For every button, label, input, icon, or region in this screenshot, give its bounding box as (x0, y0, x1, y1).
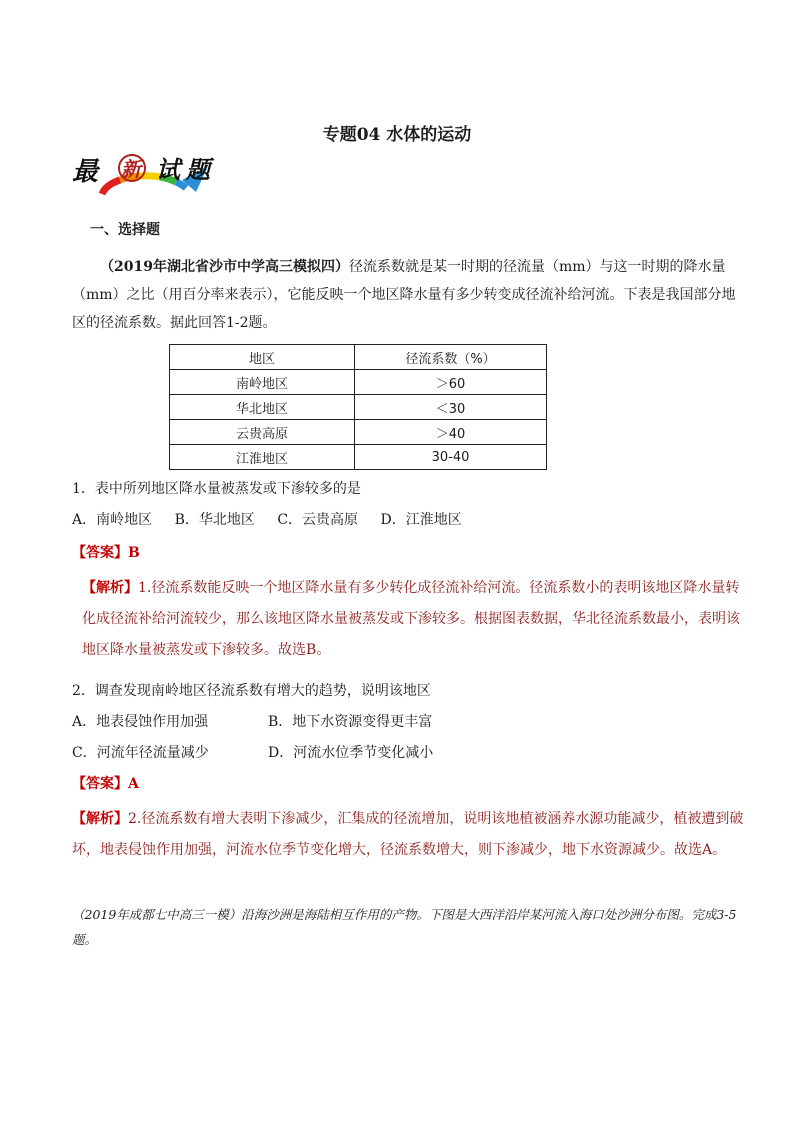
table-cell-value: ＜30 (355, 395, 547, 420)
q2-option-d: D．河流水位季节变化减小 (268, 745, 434, 761)
section-heading: 一、选择题 (90, 222, 160, 238)
q1-option-b: B．华北地区 (174, 512, 255, 528)
next-question-intro: （2019年成都七中高三一模）沿海沙洲是海陆相互作用的产物。下图是大西洋沿岸某河流入海口处沙洲分布图。完成3-5题。 (72, 907, 737, 947)
runoff-coefficient-table (169, 344, 547, 470)
table-row (170, 420, 547, 445)
table-cell-region: 云贵高原 (170, 420, 355, 445)
page-title: 专题04 水体的运动 (322, 125, 472, 145)
intro-source: （2019年湖北省沙市中学高三模拟四） (100, 259, 349, 275)
table-row (170, 395, 547, 420)
q2-option-a: A．地表侵蚀作用加强 (72, 714, 209, 730)
table-cell-value: 30-40 (355, 445, 547, 470)
logo-char-3: 试 (156, 155, 180, 184)
intro-paragraph (72, 253, 744, 337)
latest-questions-logo (68, 150, 228, 200)
q2-option-c: C．河流年径流量减少 (72, 745, 209, 761)
logo-char-2: 新 (121, 157, 141, 181)
table-row (170, 445, 547, 470)
analysis-text: 1.径流系数能反映一个地区降水量有多少转化成径流补给河流。径流系数小的表明该地区降水量转化成径流补给河流较少，那么该地区降水量被蒸发或下渗较多。根据图表数据，华北径流系数最小，表明该地区降水量被蒸发或下渗较多。故选B。 (82, 580, 740, 658)
question-2-analysis (72, 804, 744, 866)
table-cell-region: 江淮地区 (170, 445, 355, 470)
q2-option-b: B．地下水资源变得更丰富 (268, 714, 433, 730)
analysis-tag: 【解析】 (72, 811, 128, 827)
question-1-stem: 1．表中所列地区降水量被蒸发或下渗较多的是 (72, 481, 361, 497)
answer-value: A (128, 776, 139, 792)
question-1-answer (72, 542, 140, 562)
q1-option-d: D．江淮地区 (380, 512, 462, 528)
table-row (170, 370, 547, 395)
table-cell-value: ＞40 (355, 420, 547, 445)
logo-char-1: 最 (72, 157, 99, 187)
question-1-options (72, 509, 480, 529)
table-cell-region: 华北地区 (170, 395, 355, 420)
question-2-stem: 2．调查发现南岭地区径流系数有增大的趋势，说明该地区 (72, 683, 431, 699)
table-header-region: 地区 (170, 345, 355, 370)
question-2-answer (72, 773, 139, 793)
intro-text: 径流系数就是某一时期的径流量（mm）与这一时期的降水量（mm）之比（用百分率来表示），它能反映一个地区降水量有多少转变成径流补给河流。下表是我国部分地区的径流系数。据此回答1-2题。 (72, 259, 736, 331)
table-cell-region: 南岭地区 (170, 370, 355, 395)
q1-option-a: A．南岭地区 (72, 512, 153, 528)
table-header-coefficient: 径流系数（%） (355, 345, 547, 370)
table-header-row (170, 345, 547, 370)
answer-tag: 【答案】 (72, 776, 128, 792)
q1-option-c: C．云贵高原 (277, 512, 359, 528)
question-1-analysis (82, 573, 742, 666)
answer-tag: 【答案】 (72, 545, 128, 561)
analysis-tag: 【解析】 (82, 580, 138, 596)
logo-char-4: 题 (186, 155, 210, 184)
answer-value: B (128, 545, 140, 561)
table-cell-value: ＞60 (355, 370, 547, 395)
logo-arc-red (102, 180, 120, 194)
analysis-text: 2.径流系数有增大表明下渗减少，汇集成的径流增加，说明该地植被涵养水源功能减少，植被遭到破坏，地表侵蚀作用加强，河流水位季节变化增大，径流系数增大，则下渗减少，地下水资源减少。故选A。 (72, 811, 744, 858)
